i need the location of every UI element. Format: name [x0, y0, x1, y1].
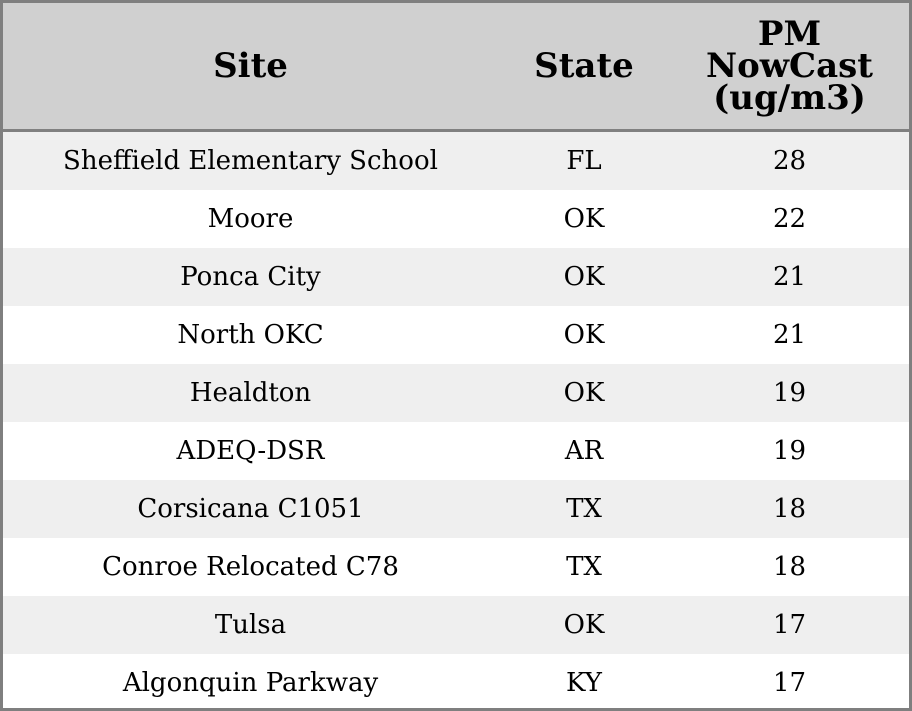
- table-body: [3, 132, 909, 711]
- site-cell: Corsicana C1051: [137, 494, 364, 524]
- state-cell: OK: [563, 262, 605, 292]
- state-cell: OK: [563, 378, 605, 408]
- state-cell: AR: [564, 436, 604, 466]
- pm-value-cell: 17: [772, 668, 807, 698]
- table-row: [3, 190, 909, 248]
- state-cell: TX: [566, 494, 602, 524]
- header-pm-nowcast-label: PM NowCast (ug/m3): [706, 14, 873, 118]
- table-row: [3, 248, 909, 306]
- pm-value-cell: 19: [772, 378, 807, 408]
- pm-value-cell: 22: [772, 204, 807, 234]
- header-state: State: [534, 46, 634, 86]
- table-row: [3, 132, 909, 190]
- table-header-row: [3, 3, 909, 132]
- table-row: [3, 364, 909, 422]
- site-cell: Moore: [207, 204, 294, 234]
- site-cell: Healdton: [189, 378, 312, 408]
- state-cell: OK: [563, 204, 605, 234]
- site-cell: Tulsa: [214, 610, 287, 640]
- pm-value-cell: 21: [772, 320, 807, 350]
- site-cell: Ponca City: [180, 262, 321, 292]
- site-cell: North OKC: [177, 320, 324, 350]
- site-cell: Conroe Relocated C78: [102, 552, 399, 582]
- state-cell: TX: [566, 552, 602, 582]
- header-site: Site: [213, 46, 288, 86]
- state-cell: OK: [563, 610, 605, 640]
- header-pm-nowcast: [670, 3, 909, 129]
- site-cell: Algonquin Parkway: [122, 668, 379, 698]
- table-row: [3, 596, 909, 654]
- site-cell: ADEQ-DSR: [176, 436, 325, 466]
- pm-value-cell: 18: [772, 552, 807, 582]
- pm-value-cell: 19: [772, 436, 807, 466]
- table-row: [3, 654, 909, 711]
- table-row: [3, 480, 909, 538]
- table-row: [3, 422, 909, 480]
- pm-value-cell: 17: [772, 610, 807, 640]
- state-cell: FL: [566, 146, 602, 176]
- table-row: [3, 306, 909, 364]
- table-row: [3, 538, 909, 596]
- site-cell: Sheffield Elementary School: [63, 146, 438, 176]
- pm-value-cell: 28: [772, 146, 807, 176]
- pm-value-cell: 18: [772, 494, 807, 524]
- state-cell: KY: [566, 668, 602, 698]
- state-cell: OK: [563, 320, 605, 350]
- pm-value-cell: 21: [772, 262, 807, 292]
